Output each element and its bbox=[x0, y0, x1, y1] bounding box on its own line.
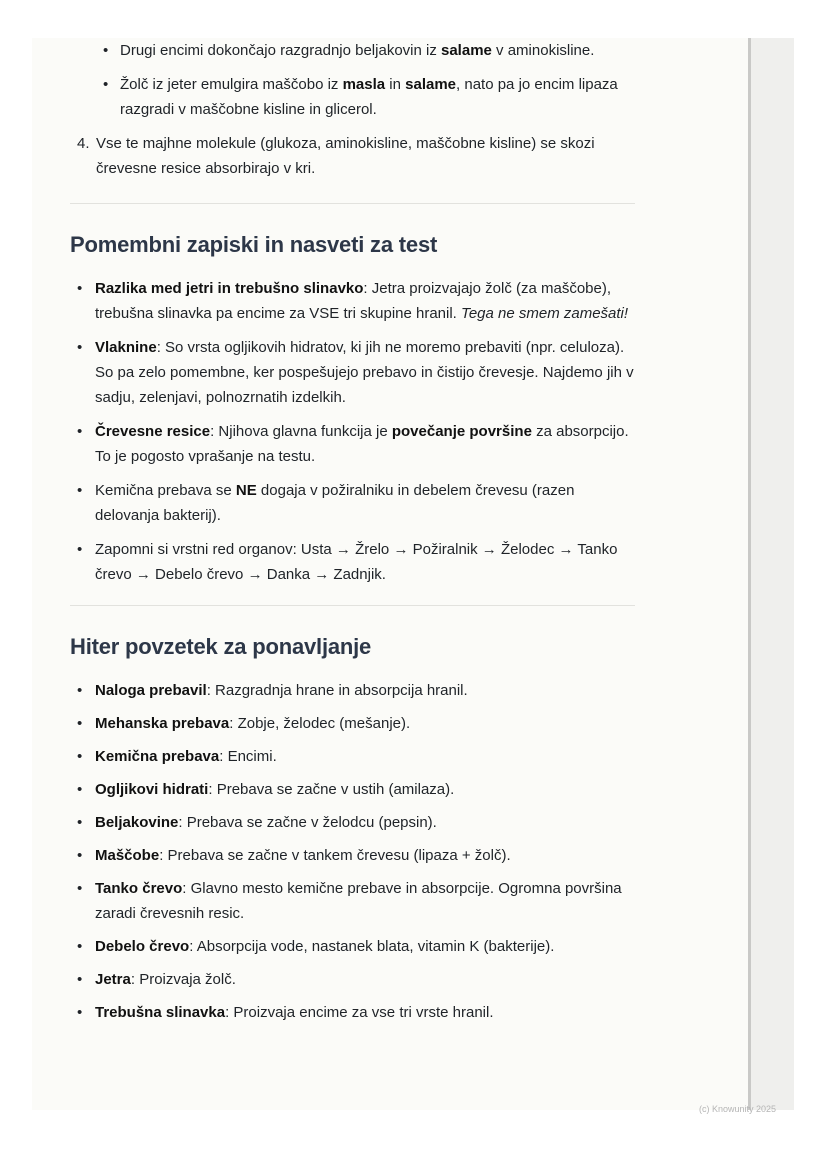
text-run: v aminokisline. bbox=[491, 42, 595, 59]
numbered-item bbox=[70, 131, 635, 181]
bold-text: Razlika med jetri in trebušno slinavko bbox=[95, 280, 364, 297]
bold-text: Trebušna slinavka bbox=[95, 1004, 226, 1021]
bold-text: NE bbox=[235, 482, 257, 499]
bullet-icon: • bbox=[77, 423, 83, 440]
text-run: Žolč iz jeter emulgira maščobo iz bbox=[120, 76, 343, 93]
bullet-icon: • bbox=[103, 42, 109, 59]
text-run: dogaja v požiralniku in debelem črevesu (razen delovanja bakterij). bbox=[95, 482, 575, 524]
bullet-icon: • bbox=[103, 76, 109, 93]
section-heading-summary: Hiter povzetek za ponavljanje bbox=[70, 634, 372, 659]
bullet-icon: • bbox=[77, 715, 83, 732]
text-run: : Proizvaja encime za vse tri vrste hranil. bbox=[225, 1004, 494, 1021]
list-item bbox=[70, 843, 635, 868]
item-text: Vse te majhne molekule (glukoza, aminokisline, maščobne kisline) se skozi črevesne resice absorbirajo v kri. bbox=[96, 135, 595, 177]
text-run: : Glavno mesto kemične prebave in absorpcije. Ogromna površina zaradi črevesnih resic. bbox=[95, 880, 622, 922]
bold-text: Mehanska prebava bbox=[95, 715, 230, 732]
bold-text: Vlaknine bbox=[95, 339, 157, 356]
bullet-icon: • bbox=[77, 880, 83, 897]
text-run: : Njihova glavna funkcija je bbox=[210, 423, 392, 440]
bold-text: Tanko črevo bbox=[95, 880, 183, 897]
list-item bbox=[70, 276, 635, 326]
item-number: 4. bbox=[77, 135, 90, 152]
bold-text: Jetra bbox=[95, 971, 131, 988]
list-item bbox=[70, 419, 635, 469]
list-item bbox=[70, 876, 635, 926]
bold-text: salame bbox=[441, 42, 492, 59]
bullet-icon: • bbox=[77, 682, 83, 699]
text-run: : Proizvaja žolč. bbox=[130, 971, 236, 988]
bullet-icon: • bbox=[77, 938, 83, 955]
list-item bbox=[70, 72, 635, 122]
list-item bbox=[70, 335, 635, 410]
list-item bbox=[70, 711, 635, 736]
document-content bbox=[70, 38, 635, 1033]
bold-text: Beljakovine bbox=[95, 814, 179, 831]
sub-bullet-list bbox=[70, 38, 635, 122]
bullet-icon: • bbox=[77, 748, 83, 765]
bullet-icon: • bbox=[77, 280, 83, 297]
list-item bbox=[70, 744, 635, 769]
list-item bbox=[70, 537, 635, 587]
bullet-icon: • bbox=[77, 847, 83, 864]
bullet-icon: • bbox=[77, 781, 83, 798]
bold-text: Kemična prebava bbox=[95, 748, 220, 765]
summary-list bbox=[70, 678, 635, 1025]
bold-text: Maščobe bbox=[95, 847, 160, 864]
bullet-icon: • bbox=[77, 814, 83, 831]
bold-text: masla bbox=[342, 76, 386, 93]
bullet-icon: • bbox=[77, 541, 83, 558]
text-run: : Prebava se začne v želodcu (pepsin). bbox=[178, 814, 437, 831]
text-run: : Razgradnja hrane in absorpcija hranil. bbox=[206, 682, 468, 699]
bullet-icon: • bbox=[77, 971, 83, 988]
text-run: : Encimi. bbox=[219, 748, 277, 765]
bullet-icon: • bbox=[77, 1004, 83, 1021]
list-item bbox=[70, 967, 635, 992]
text-run: : Zobje, želodec (mešanje). bbox=[229, 715, 411, 732]
tips-list bbox=[70, 276, 635, 587]
text-run: in bbox=[385, 76, 406, 93]
text-run: Kemična prebava se bbox=[95, 482, 236, 499]
list-item bbox=[70, 777, 635, 802]
bold-text: Ogljikovi hidrati bbox=[95, 781, 209, 798]
list-item bbox=[70, 1000, 635, 1025]
text-run: : So vrsta ogljikovih hidratov, ki jih ne moremo prebaviti (npr. celuloza). So pa zelo pomembne, ker pospešujejo prebavo in čistijo črevesje. Najdemo jih v sadju, zelenjavi, polnozrnatih izdelkih. bbox=[95, 339, 634, 406]
list-item bbox=[70, 678, 635, 703]
list-item bbox=[70, 810, 635, 835]
text-run: Drugi encimi dokončajo razgradnjo beljakovin iz bbox=[120, 42, 441, 59]
bold-text: Debelo črevo bbox=[95, 938, 190, 955]
text-run: , nato pa jo encim lipaza razgradi v maščobne kisline in glicerol. bbox=[120, 76, 618, 118]
bullet-icon: • bbox=[77, 339, 83, 356]
text-run: : Prebava se začne v tankem črevesu (lipaza + žolč). bbox=[159, 847, 511, 864]
text-run: Zapomni si vrstni red organov: Usta → Žrelo → Požiralnik → Želodec → Tanko črevo → Debelo črevo → Danka → Zadnjik. bbox=[95, 541, 618, 583]
list-item bbox=[70, 478, 635, 528]
text-run: za absorpcijo. To je pogosto vprašanje na testu. bbox=[95, 423, 629, 465]
list-item bbox=[70, 38, 635, 63]
text-run: : Absorpcija vode, nastanek blata, vitamin K (bakterije). bbox=[189, 938, 555, 955]
list-item bbox=[70, 934, 635, 959]
bullet-icon: • bbox=[77, 482, 83, 499]
text-run: : Jetra proizvajajo žolč (za maščobe), trebušna slinavka pa encime za VSE tri skupine hranil. bbox=[95, 280, 612, 322]
bold-text: salame bbox=[405, 76, 457, 93]
copyright-footer: (c) Knowunity 2025 bbox=[698, 1104, 776, 1114]
divider bbox=[70, 203, 635, 204]
bold-text: Črevesne resice bbox=[95, 423, 211, 440]
bold-text: Naloga prebavil bbox=[95, 682, 207, 699]
section-heading-tips: Pomembni zapiski in nasveti za test bbox=[70, 232, 438, 257]
text-run: : Prebava se začne v ustih (amilaza). bbox=[208, 781, 455, 798]
italic-text: Tega ne smem zamešati! bbox=[461, 305, 629, 322]
bold-text: povečanje površine bbox=[391, 423, 532, 440]
divider bbox=[70, 605, 635, 606]
side-scroll-panel[interactable] bbox=[748, 38, 794, 1110]
